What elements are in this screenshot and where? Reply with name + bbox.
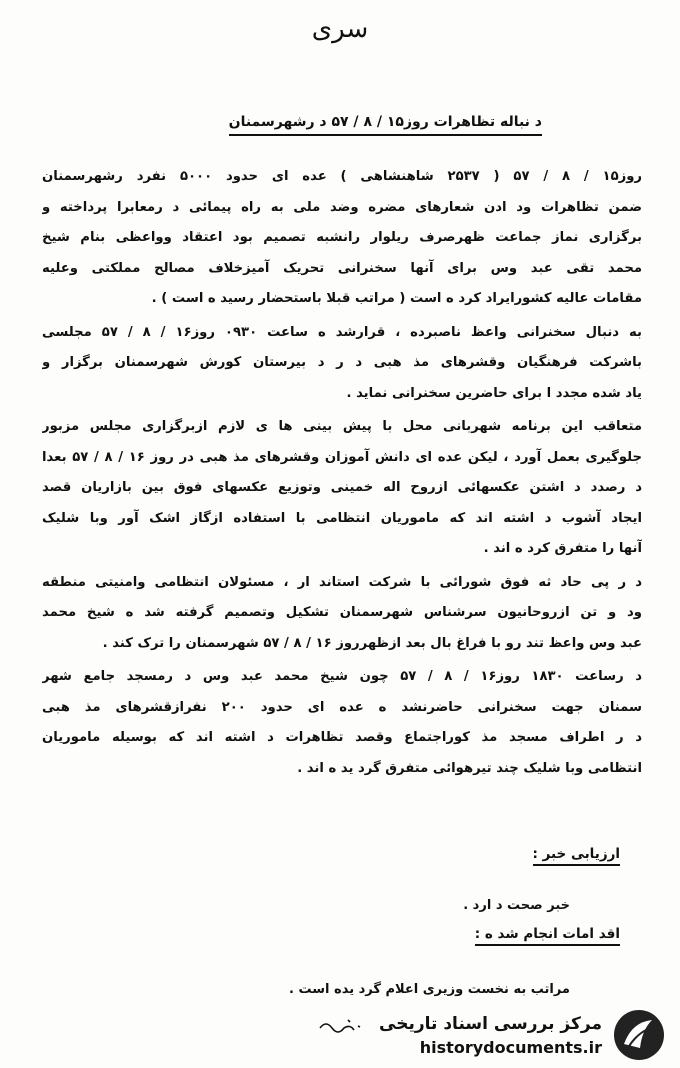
news-assessment-heading: ارزیابی خبر :: [533, 846, 620, 866]
archive-logo-icon: [612, 1008, 666, 1062]
document-line: ایجاد آشوب د اشته اند که ماموریان انتظامی با استفاده ازگاز اشک آور وبا شلیک: [42, 510, 642, 526]
watermark-name: مرکز بررسی اسناد تاریخی: [379, 1014, 602, 1034]
news-assessment-text: خبر صحت د ارد .: [463, 898, 570, 913]
archive-watermark: [366, 1008, 666, 1062]
document-line: د ر پی حاد ثه فوق شورائی با شرکت استاند ار ، مسئولان انتظامی وامنیتی منطقه: [42, 574, 642, 590]
document-line: عبد وس واعظ تند رو با فراغ بال بعد ازظهرروز ۱۶ / ۸ / ۵۷ شهرسمنان را ترک کند .: [102, 635, 642, 651]
document-line: باشرکت فرهنگیان وقشرهای مذ هبی د ر د بیرستان کورش شهرسمنان برگزار و: [42, 355, 642, 370]
document-line: ود و تن ازروحانیون سرشناس شهرسمنان تشکیل وتصمیم گرفته شد ه شیخ محمد: [42, 605, 642, 620]
handwritten-mark: [318, 1016, 362, 1036]
actions-taken-heading: اقد امات انجام شد ه :: [475, 926, 620, 946]
document-line: یاد شده مجدد ا برای حاضرین سخنرانی نماید .: [346, 385, 642, 401]
document-line: د ر اطراف مسجد مذ کوراجتماع وقصد تظاهرات د اشته اند که بوسیله ماموریان: [42, 730, 642, 745]
watermark-url: historydocuments.ir: [419, 1038, 602, 1057]
document-line: به دنبال سخنرانی واعظ ناصبرده ، قرارشد ه ساعت ۰۹۳۰ روز۱۶ / ۸ / ۵۷ مجلسی: [42, 324, 642, 340]
classification-mark: سری: [311, 14, 369, 44]
document-line: جلوگیری بعمل آورد ، لیکن عده ای دانش آموزان وقشرهای مذ هبی در روز ۱۶ / ۸ / ۵۷ بعدا: [42, 449, 642, 465]
document-body: [42, 162, 642, 784]
document-title: د نباله تظاهرات روز۱۵ / ۸ / ۵۷ د رشهرسمنان: [229, 114, 542, 136]
document-line: متعاقب این برنامه شهربانی محل با پیش بینی ها ی لازم ازبرگزاری مجلس مزبور: [42, 419, 642, 434]
document-line: آنها را متفرق کرد ه اند .: [483, 541, 642, 556]
document-line: مقامات عالیه کشورایراد کرد ه است ( مراتب قبلا باستحضار رسید ه است ) .: [151, 291, 642, 306]
document-line: انتظامی وبا شلیک چند تیرهوائی متفرق گرد ید ه اند .: [297, 760, 642, 776]
document-line: محمد تقی عبد وس برای آنها سخنرانی تحریک آمیزخلاف مصالح مملکتی وعلیه: [42, 260, 642, 276]
document-line: د رساعت ۱۸۳۰ روز۱۶ / ۸ / ۵۷ چون شیخ محمد عبد وس د رمسجد جامع شهر: [42, 669, 642, 684]
document-line: سمنان جهت سخنرانی حاضرنشد ه عده ای حدود ۲۰۰ نفرازقشرهای مذ هبی: [42, 699, 642, 715]
document-line: روز۱۵ / ۸ / ۵۷ ( ۲۵۳۷ شاهنشاهی ) عده ای حدود ۵۰۰۰ نفرد رشهرسمنان: [42, 169, 642, 184]
document-line: ضمن تظاهرات ود ادن شعارهای مضره وضد ملی به راه پیمائی د رمعابرا پرداخته و: [42, 199, 642, 215]
actions-taken-text: مراتب به نخست وزیری اعلام گرد یده است .: [289, 982, 570, 997]
document-line: برگزاری نماز جماعت ظهرصرف ریلوار رانشبه تصمیم بود اعتقاد وواعظی بنام شیخ: [42, 230, 642, 245]
document-line: د رصدد د اشتن عکسهائی ازروح اله خمینی وتوزیع عکسهای فوق بین بازاریان قصد: [42, 480, 642, 495]
